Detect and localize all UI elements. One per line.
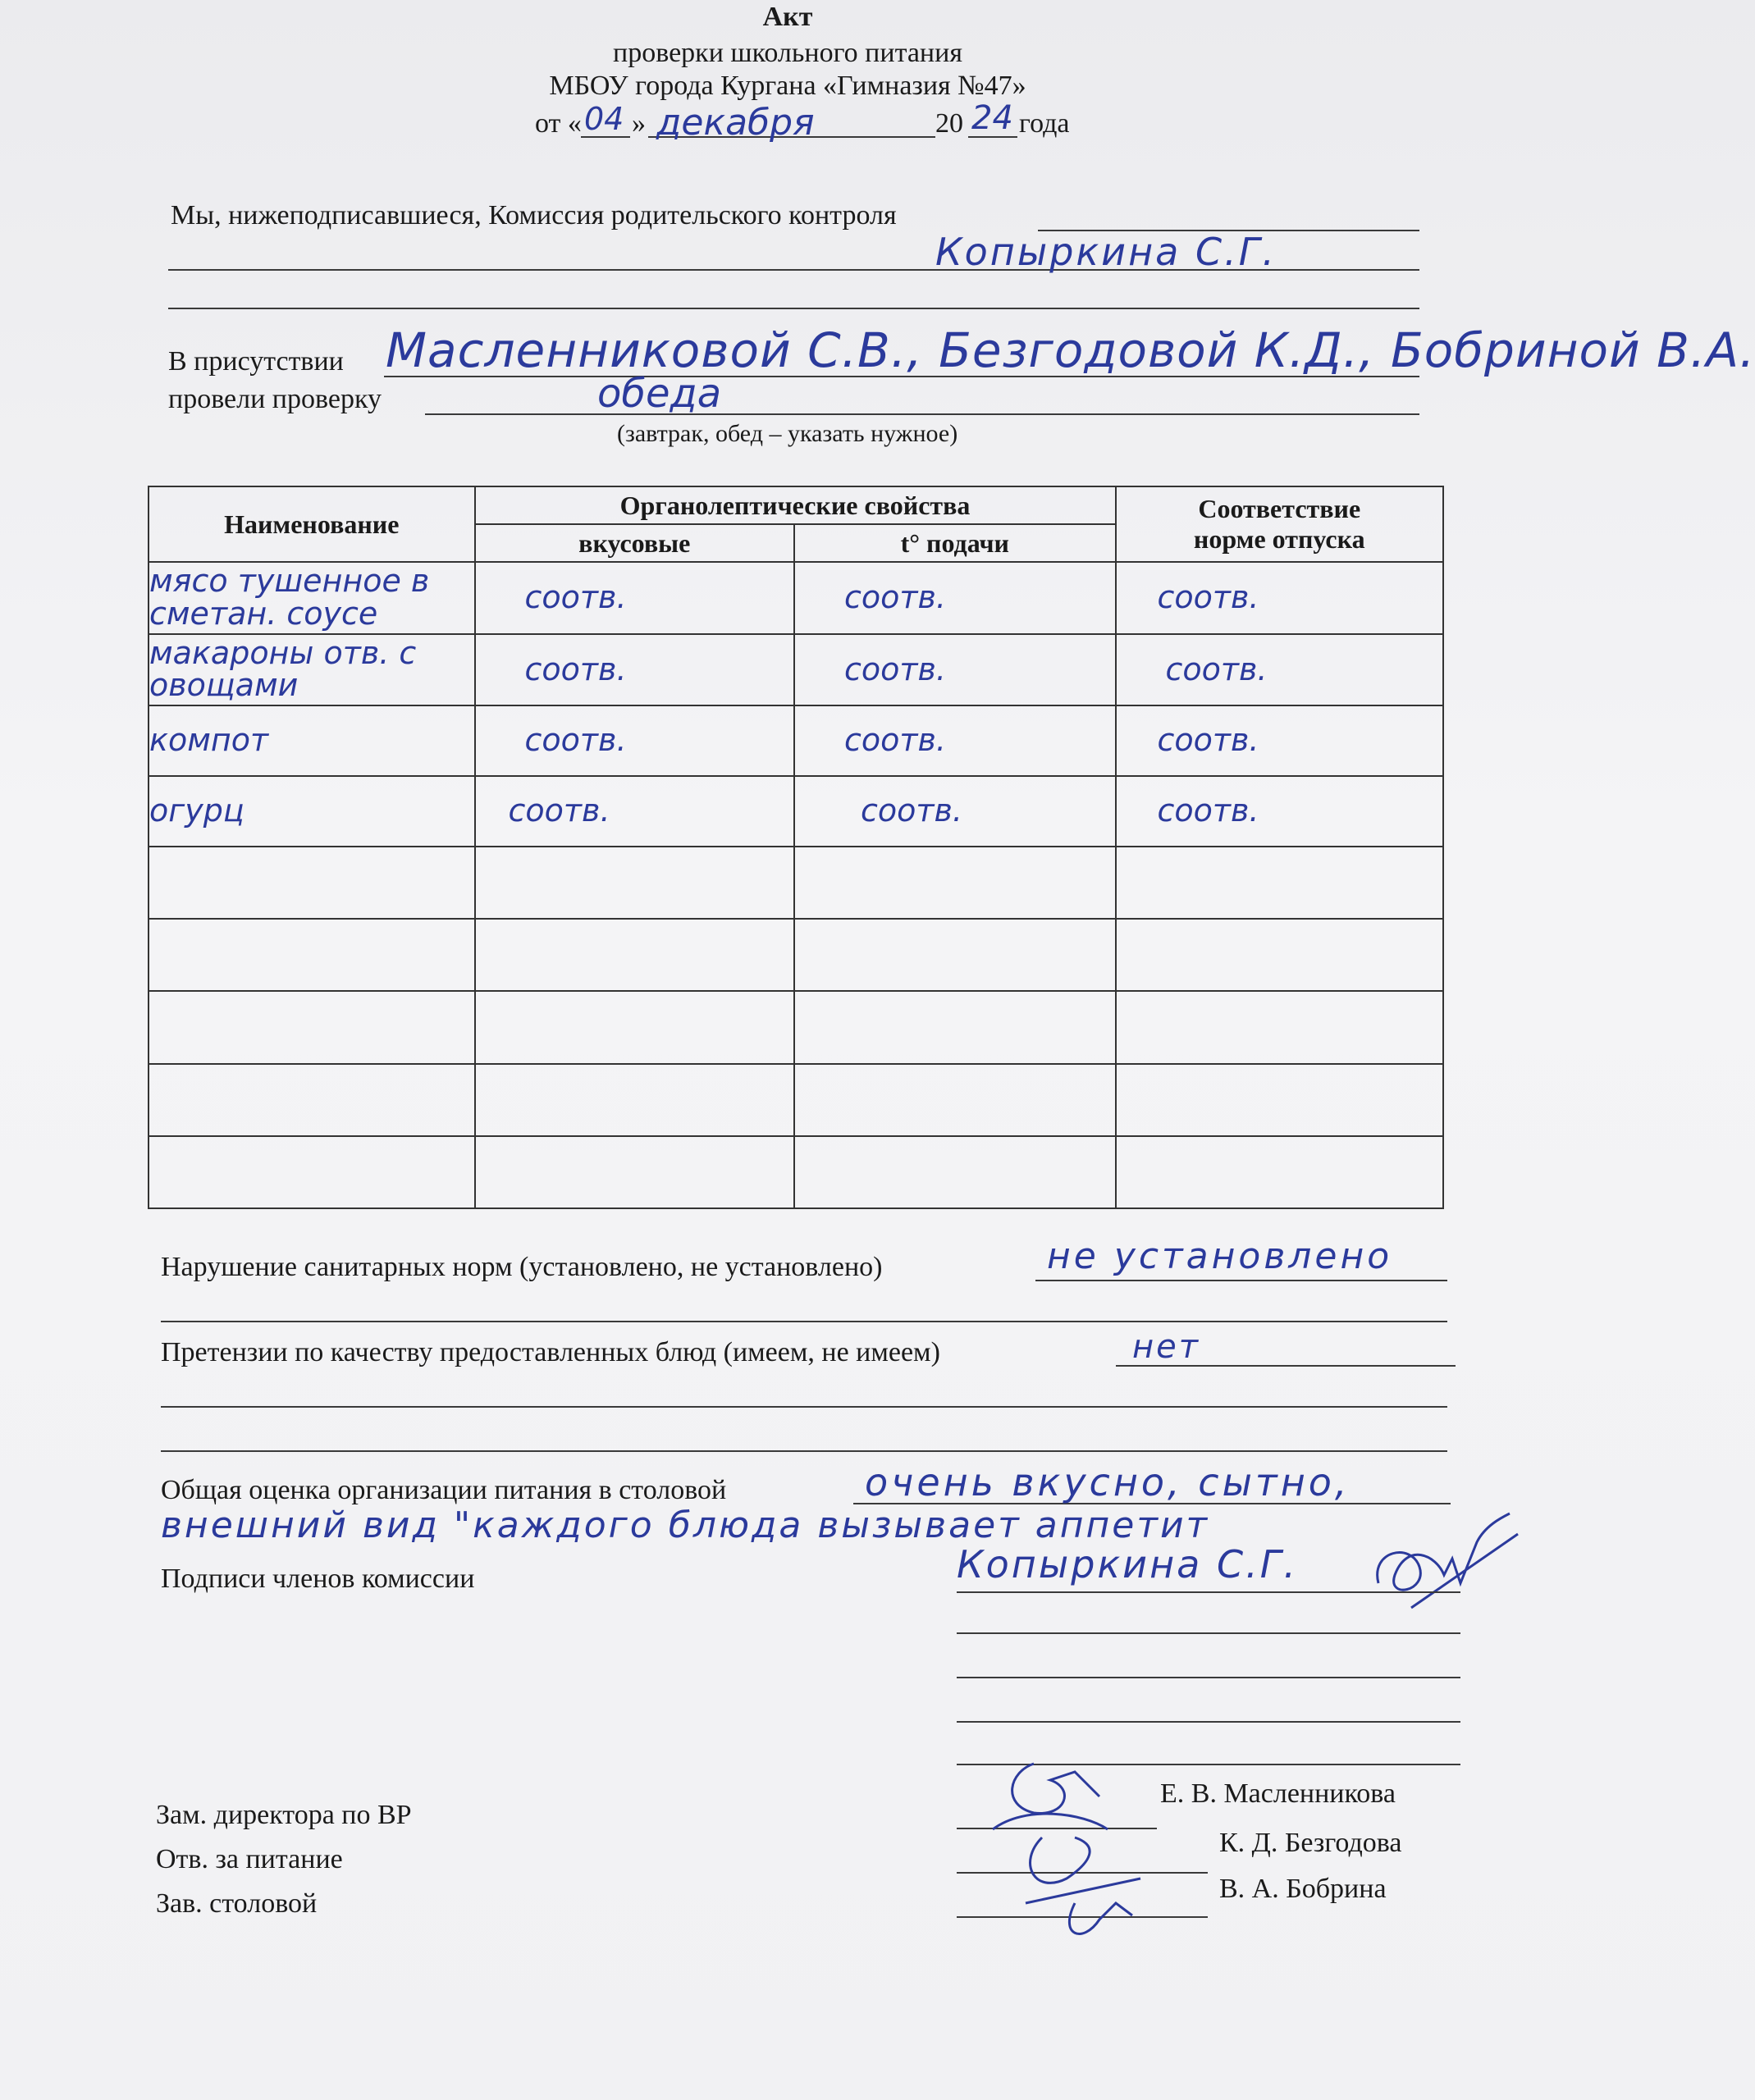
row-taste: соотв. <box>475 562 794 634</box>
assessment-label: Общая оценка организации питания в столовой <box>161 1475 727 1505</box>
header-norm-line-2: норме отпуска <box>1193 524 1365 555</box>
row-norm: соотв. <box>1116 634 1444 705</box>
row-name: мясо тушенное в сметан. соусе <box>149 562 475 634</box>
table-row-empty <box>149 919 1443 991</box>
official-name-3: В. А. Бобрина <box>1219 1874 1387 1904</box>
row-taste: соотв. <box>475 776 794 847</box>
header-temp: t° подачи <box>794 524 1116 562</box>
header-taste: вкусовые <box>475 524 794 562</box>
document-subtitle: проверки школьного питания <box>613 38 962 68</box>
header-norm-line-1: Соответствие <box>1198 494 1361 524</box>
table-row-empty <box>149 847 1443 919</box>
official-name-2: К. Д. Безгодова <box>1219 1828 1402 1858</box>
row-taste: соотв. <box>475 634 794 705</box>
date-suffix: года <box>1019 108 1070 139</box>
signature-line-3 <box>957 1677 1460 1678</box>
school-name: МБОУ города Кургана «Гимназия №47» <box>549 71 1026 101</box>
claims-label: Претензии по качеству предоставленных блюд (имеем, не имеем) <box>161 1337 940 1367</box>
presence-label: В присутствии <box>168 346 344 377</box>
commission-line-3 <box>168 308 1419 309</box>
official-role-3: Зав. столовой <box>156 1888 318 1919</box>
signature-line-1 <box>957 1591 1460 1593</box>
table-row <box>149 776 1443 847</box>
date-month: декабря <box>656 102 815 144</box>
official-name-1: Е. В. Масленникова <box>1160 1778 1396 1809</box>
row-name: огурц <box>149 776 475 847</box>
row-norm: соотв. <box>1116 776 1444 847</box>
date-day: 04 <box>584 101 624 137</box>
header-name: Наименование <box>149 486 475 562</box>
signatures-label: Подписи членов комиссии <box>161 1564 475 1594</box>
check-label: провели проверку <box>168 384 382 414</box>
claims-value: нет <box>1132 1328 1201 1366</box>
document-title: Акт <box>762 2 813 32</box>
row-temp: соотв. <box>794 776 1116 847</box>
date-prefix: от « <box>535 108 582 139</box>
date-mid: » <box>632 108 646 139</box>
signature-line-2 <box>957 1632 1460 1634</box>
table-row <box>149 634 1443 705</box>
claims-line-3 <box>161 1450 1447 1452</box>
row-name: компот <box>149 705 475 776</box>
row-norm: соотв. <box>1116 562 1444 634</box>
table-row-empty <box>149 1064 1443 1136</box>
presence-value: Масленниковой С.В., Безгодовой К.Д., Бобриной В.А. <box>386 322 1755 378</box>
official-role-2: Отв. за питание <box>156 1844 343 1874</box>
row-temp: соотв. <box>794 705 1116 776</box>
signature-line-4 <box>957 1721 1460 1723</box>
commission-label: Мы, нижеподписавшиеся, Комиссия родительского контроля <box>171 200 897 231</box>
violations-label: Нарушение санитарных норм (установлено, не установлено) <box>161 1252 883 1282</box>
food-table <box>148 486 1444 1209</box>
row-norm: соотв. <box>1116 705 1444 776</box>
check-value: обеда <box>597 371 722 417</box>
check-line <box>425 413 1419 415</box>
violations-line <box>1035 1280 1447 1281</box>
signature-member-1: Копыркина С.Г. <box>957 1542 1298 1586</box>
table-row-empty <box>149 991 1443 1063</box>
row-temp: соотв. <box>794 562 1116 634</box>
table-row <box>149 562 1443 634</box>
violations-line-2 <box>161 1321 1447 1322</box>
row-name: макароны отв. с овощами <box>149 634 475 705</box>
row-temp: соотв. <box>794 634 1116 705</box>
table-row <box>149 705 1443 776</box>
claims-line-2 <box>161 1406 1447 1408</box>
date-year: 24 <box>971 99 1013 137</box>
header-organoleptic: Органолептические свойства <box>475 486 1116 524</box>
assessment-value-2: внешний вид "каждого блюда вызывает аппетит <box>161 1504 1210 1546</box>
table-row-empty <box>149 1136 1443 1208</box>
row-taste: соотв. <box>475 705 794 776</box>
check-hint: (завтрак, обед – указать нужное) <box>617 420 958 447</box>
official-signatures-mark <box>976 1739 1181 1944</box>
violations-value: не установлено <box>1047 1235 1393 1277</box>
official-role-1: Зам. директора по ВР <box>156 1800 412 1830</box>
header-norm <box>1116 486 1444 562</box>
assessment-value-1: очень вкусно, сытно, <box>865 1460 1351 1504</box>
signature-mark-1 <box>1362 1509 1526 1624</box>
date-year-prefix: 20 <box>935 108 963 139</box>
commission-member: Копыркина С.Г. <box>935 230 1277 274</box>
